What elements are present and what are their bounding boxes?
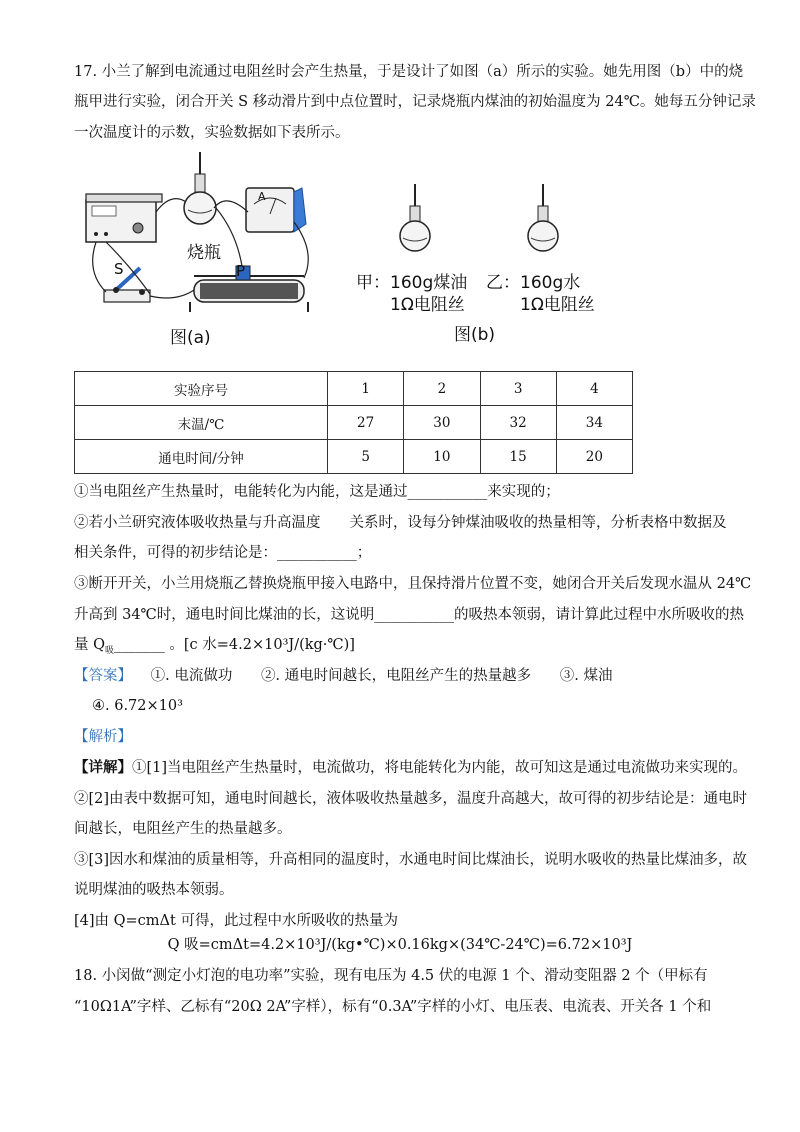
table-row (75, 406, 633, 440)
detail-2-line2: 间越长，电阻丝产生的热量越多。 (74, 821, 292, 837)
figure-b-caption: 图(b) (454, 325, 496, 345)
ammeter-label: A (258, 190, 266, 203)
question-3-line3 (74, 635, 734, 661)
table-cell: 27 (328, 406, 404, 440)
detail-1-text: ①[1]当电阻丝产生热量时，电流做功，将电能转化为内能，故可知这是通过电流做功来实现的。 (132, 760, 748, 776)
flask-jia-line2: 1Ω电阻丝 (390, 295, 465, 315)
flask-jia-line1: 甲：160g煤油 (356, 273, 468, 293)
rheostat-icon (190, 266, 308, 312)
table-cell: 5 (328, 440, 404, 474)
table-cell: 3 (480, 372, 556, 406)
detail-3-line2: 说明煤油的吸热本领弱。 (74, 882, 234, 898)
flask-yi-icon (528, 184, 558, 251)
question-2-line1: ②若小兰研究液体吸收热量与升高温度 关系时，设每分钟煤油吸收的热量相等，分析表格中数据及 (74, 515, 727, 531)
question-3-line2: 升高到 34℃时，通电时间比煤油的长，这说明___________的吸热本领弱，请计算此过程中水所吸收的热 (74, 607, 745, 623)
flask-yi-line2: 1Ω电阻丝 (520, 295, 595, 315)
q17-line3: 一次温度计的示数，实验数据如下表所示。 (74, 125, 350, 141)
table-cell: 20 (556, 440, 632, 474)
detail-2-line1: ②[2]由表中数据可知，通电时间越长，液体吸收热量越多，温度升高越大，故可得的初步结论是：通电时 (74, 791, 748, 807)
analysis-tag: 【解析】 (74, 729, 132, 745)
q-subscript: 吸 (105, 645, 115, 656)
row-label: 末温/℃ (75, 406, 328, 440)
answer-4: ④. 6.72×10³ (92, 698, 183, 714)
table-cell: 1 (328, 372, 404, 406)
data-table (74, 371, 633, 474)
figure-a-caption: 图(a) (170, 328, 211, 348)
answer-line (74, 666, 734, 686)
detail-4: [4]由 Q=cmΔt 可得，此过程中水所吸收的热量为 (74, 913, 398, 929)
table-cell: 32 (480, 406, 556, 440)
flask-label: 烧瓶 (187, 243, 221, 263)
slider-label: P (236, 262, 246, 280)
q18-line1: 18. 小闵做“测定小灯泡的电功率”实验，现有电压为 4.5 伏的电源 1 个、滑动变阻器 2 个（甲标有 (74, 968, 708, 984)
flask-icon (184, 152, 216, 224)
figure-b-flasks (395, 180, 575, 260)
flask-yi-line1: 乙：160g水 (486, 273, 581, 293)
table-row (75, 372, 633, 406)
table-cell: 10 (404, 440, 480, 474)
table-cell: 4 (556, 372, 632, 406)
answer-3: ③. 煤油 (559, 668, 613, 684)
switch-label: S (114, 260, 124, 278)
answer-2: ②. 通电时间越长，电阻丝产生的热量越多 (260, 668, 532, 684)
row-label: 实验序号 (75, 372, 328, 406)
power-supply-icon (86, 194, 162, 242)
table-cell: 30 (404, 406, 480, 440)
detail-tag: 【详解】 (74, 759, 132, 776)
detail-3-line1: ③[3]因水和煤油的质量相等，升高相同的温度时，水通电时间比煤油长，说明水吸收的热量比煤油多，故 (74, 852, 748, 868)
table-cell: 15 (480, 440, 556, 474)
q18-line2: “10Ω1A”字样、乙标有“20Ω 2A”字样），标有“0.3A”字样的小灯、电压表、电流表、开关各 1 个和 (74, 999, 712, 1015)
answer-1: ①. 电流做功 (150, 668, 233, 684)
q-symbol: 量 Q (74, 637, 105, 653)
table-row (75, 440, 633, 474)
detail-1 (74, 758, 748, 778)
q17-line1: 17. 小兰了解到电流通过电阻丝时会产生热量，于是设计了如图（a）所示的实验。她先用图（b）中的烧 (74, 64, 744, 80)
answer-tag: 【答案】 (74, 668, 132, 684)
table-cell: 34 (556, 406, 632, 440)
table-cell: 2 (404, 372, 480, 406)
q17-line2: 瓶甲进行实验，闭合开关 S 移动滑片到中点位置时，记录烧瓶内煤油的初始温度为 24℃。她每五分钟记录 (74, 94, 756, 110)
flask-jia-icon (400, 184, 430, 251)
question-2-line2: 相关条件，可得的初步结论是：___________； (74, 545, 372, 561)
question-3-line1: ③断开开关，小兰用烧瓶乙替换烧瓶甲接入电路中，且保持滑片位置不变，她闭合开关后发现水温从 24℃ (74, 576, 752, 592)
question-1: ①当电阻丝产生热量时，电能转化为内能，这是通过___________来实现的； (74, 484, 560, 500)
question-3-tail: _______ 。[c 水=4.2×10³J/(kg·℃)] (114, 637, 355, 653)
row-label: 通电时间/分钟 (75, 440, 328, 474)
formula: Q 吸=cmΔt=4.2×10³J/(kg•℃)×0.16kg×(34℃-24℃)=6.72×10³J (167, 937, 633, 953)
